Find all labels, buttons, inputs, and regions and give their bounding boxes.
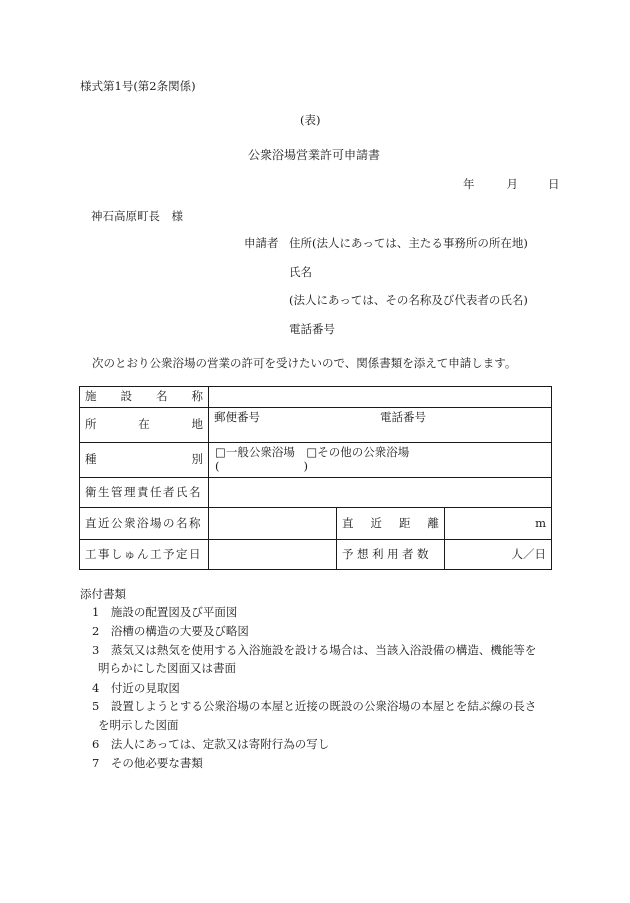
date-day: 日 <box>548 177 560 191</box>
date-year: 年 <box>463 177 475 191</box>
users-unit: 人／日 <box>511 546 547 561</box>
facility-name-value[interactable] <box>209 387 552 408</box>
row-manager <box>80 478 552 508</box>
attachment-item: 4 付近の見取図 <box>92 681 180 695</box>
attachment-item: 3 蒸気又は熱気を使用する入浴施設を設ける場合は、当該入浴設備の構造、機能等を <box>92 643 537 657</box>
applicant-label: 申請者 <box>244 236 279 250</box>
row-completion <box>80 540 552 570</box>
completion-value[interactable] <box>209 540 337 570</box>
expected-users-value[interactable] <box>445 540 552 570</box>
attachment-item: 7 その他必要な書類 <box>92 756 203 770</box>
form-number: 様式第1号(第2条関係) <box>80 79 196 93</box>
date-month: 月 <box>506 177 518 191</box>
nearest-bath-value[interactable] <box>209 508 337 540</box>
applicant-phone: 電話番号 <box>289 322 335 336</box>
manager-label: 衛生管理責任者氏名 <box>80 478 209 508</box>
application-table <box>79 386 552 570</box>
row-location <box>80 408 552 443</box>
addressee: 神石高原町長 様 <box>91 209 183 223</box>
attachment-item: 6 法人にあっては、定款又は寄附行為の写し <box>92 737 330 751</box>
applicant-corp-note: (法人にあっては、その名称及び代表者の氏名) <box>289 293 528 307</box>
row-type <box>80 443 552 478</box>
nearest-bath-label: 直近公衆浴場の名称 <box>80 508 209 540</box>
postal-code-label: 郵便番号 <box>214 410 260 424</box>
location-label: 所 在 地 <box>80 408 209 443</box>
facility-name-label: 施 設 名 称 <box>80 387 209 408</box>
expected-users-label: 予想利用者数 <box>337 540 445 570</box>
completion-label: 工事しゅん工予定日 <box>80 540 209 570</box>
location-value[interactable] <box>209 408 552 443</box>
row-facility-name <box>80 387 552 408</box>
attachment-item: 2 浴槽の構造の大要及び略図 <box>92 624 249 638</box>
applicant-address: 住所(法人にあっては、主たる事務所の所在地) <box>289 236 528 250</box>
location-phone-label: 電話番号 <box>380 410 426 424</box>
attachments-title: 添付書類 <box>80 587 126 601</box>
front-side-label: (表) <box>300 113 321 127</box>
distance-value[interactable] <box>445 508 552 540</box>
type-other-paren: ( ) <box>215 459 308 473</box>
manager-value[interactable] <box>209 478 552 508</box>
row-nearest-bath <box>80 508 552 540</box>
applicant-name: 氏名 <box>289 265 312 279</box>
type-value[interactable] <box>209 443 552 478</box>
type-options[interactable]: □一般公衆浴場 □その他の公衆浴場 <box>215 445 410 460</box>
attachment-item: 5 設置しようとする公衆浴場の本屋と近接の既設の公衆浴場の本屋とを結ぶ線の長さ <box>92 699 537 713</box>
document-title: 公衆浴場営業許可申請書 <box>248 148 381 162</box>
attachment-item: 1 施設の配置図及び平面図 <box>92 605 238 619</box>
distance-label: 直 近 距 離 <box>337 508 445 540</box>
distance-unit: m <box>535 515 547 530</box>
date-line <box>463 179 560 191</box>
attachment-item-continued: 明らかにした図面又は書面 <box>98 661 236 675</box>
attachment-item-continued: を明示した図面 <box>98 718 179 732</box>
intro-text: 次のとおり公衆浴場の営業の許可を受けたいので、関係書類を添えて申請します。 <box>92 356 517 370</box>
type-label: 種 別 <box>80 443 209 478</box>
